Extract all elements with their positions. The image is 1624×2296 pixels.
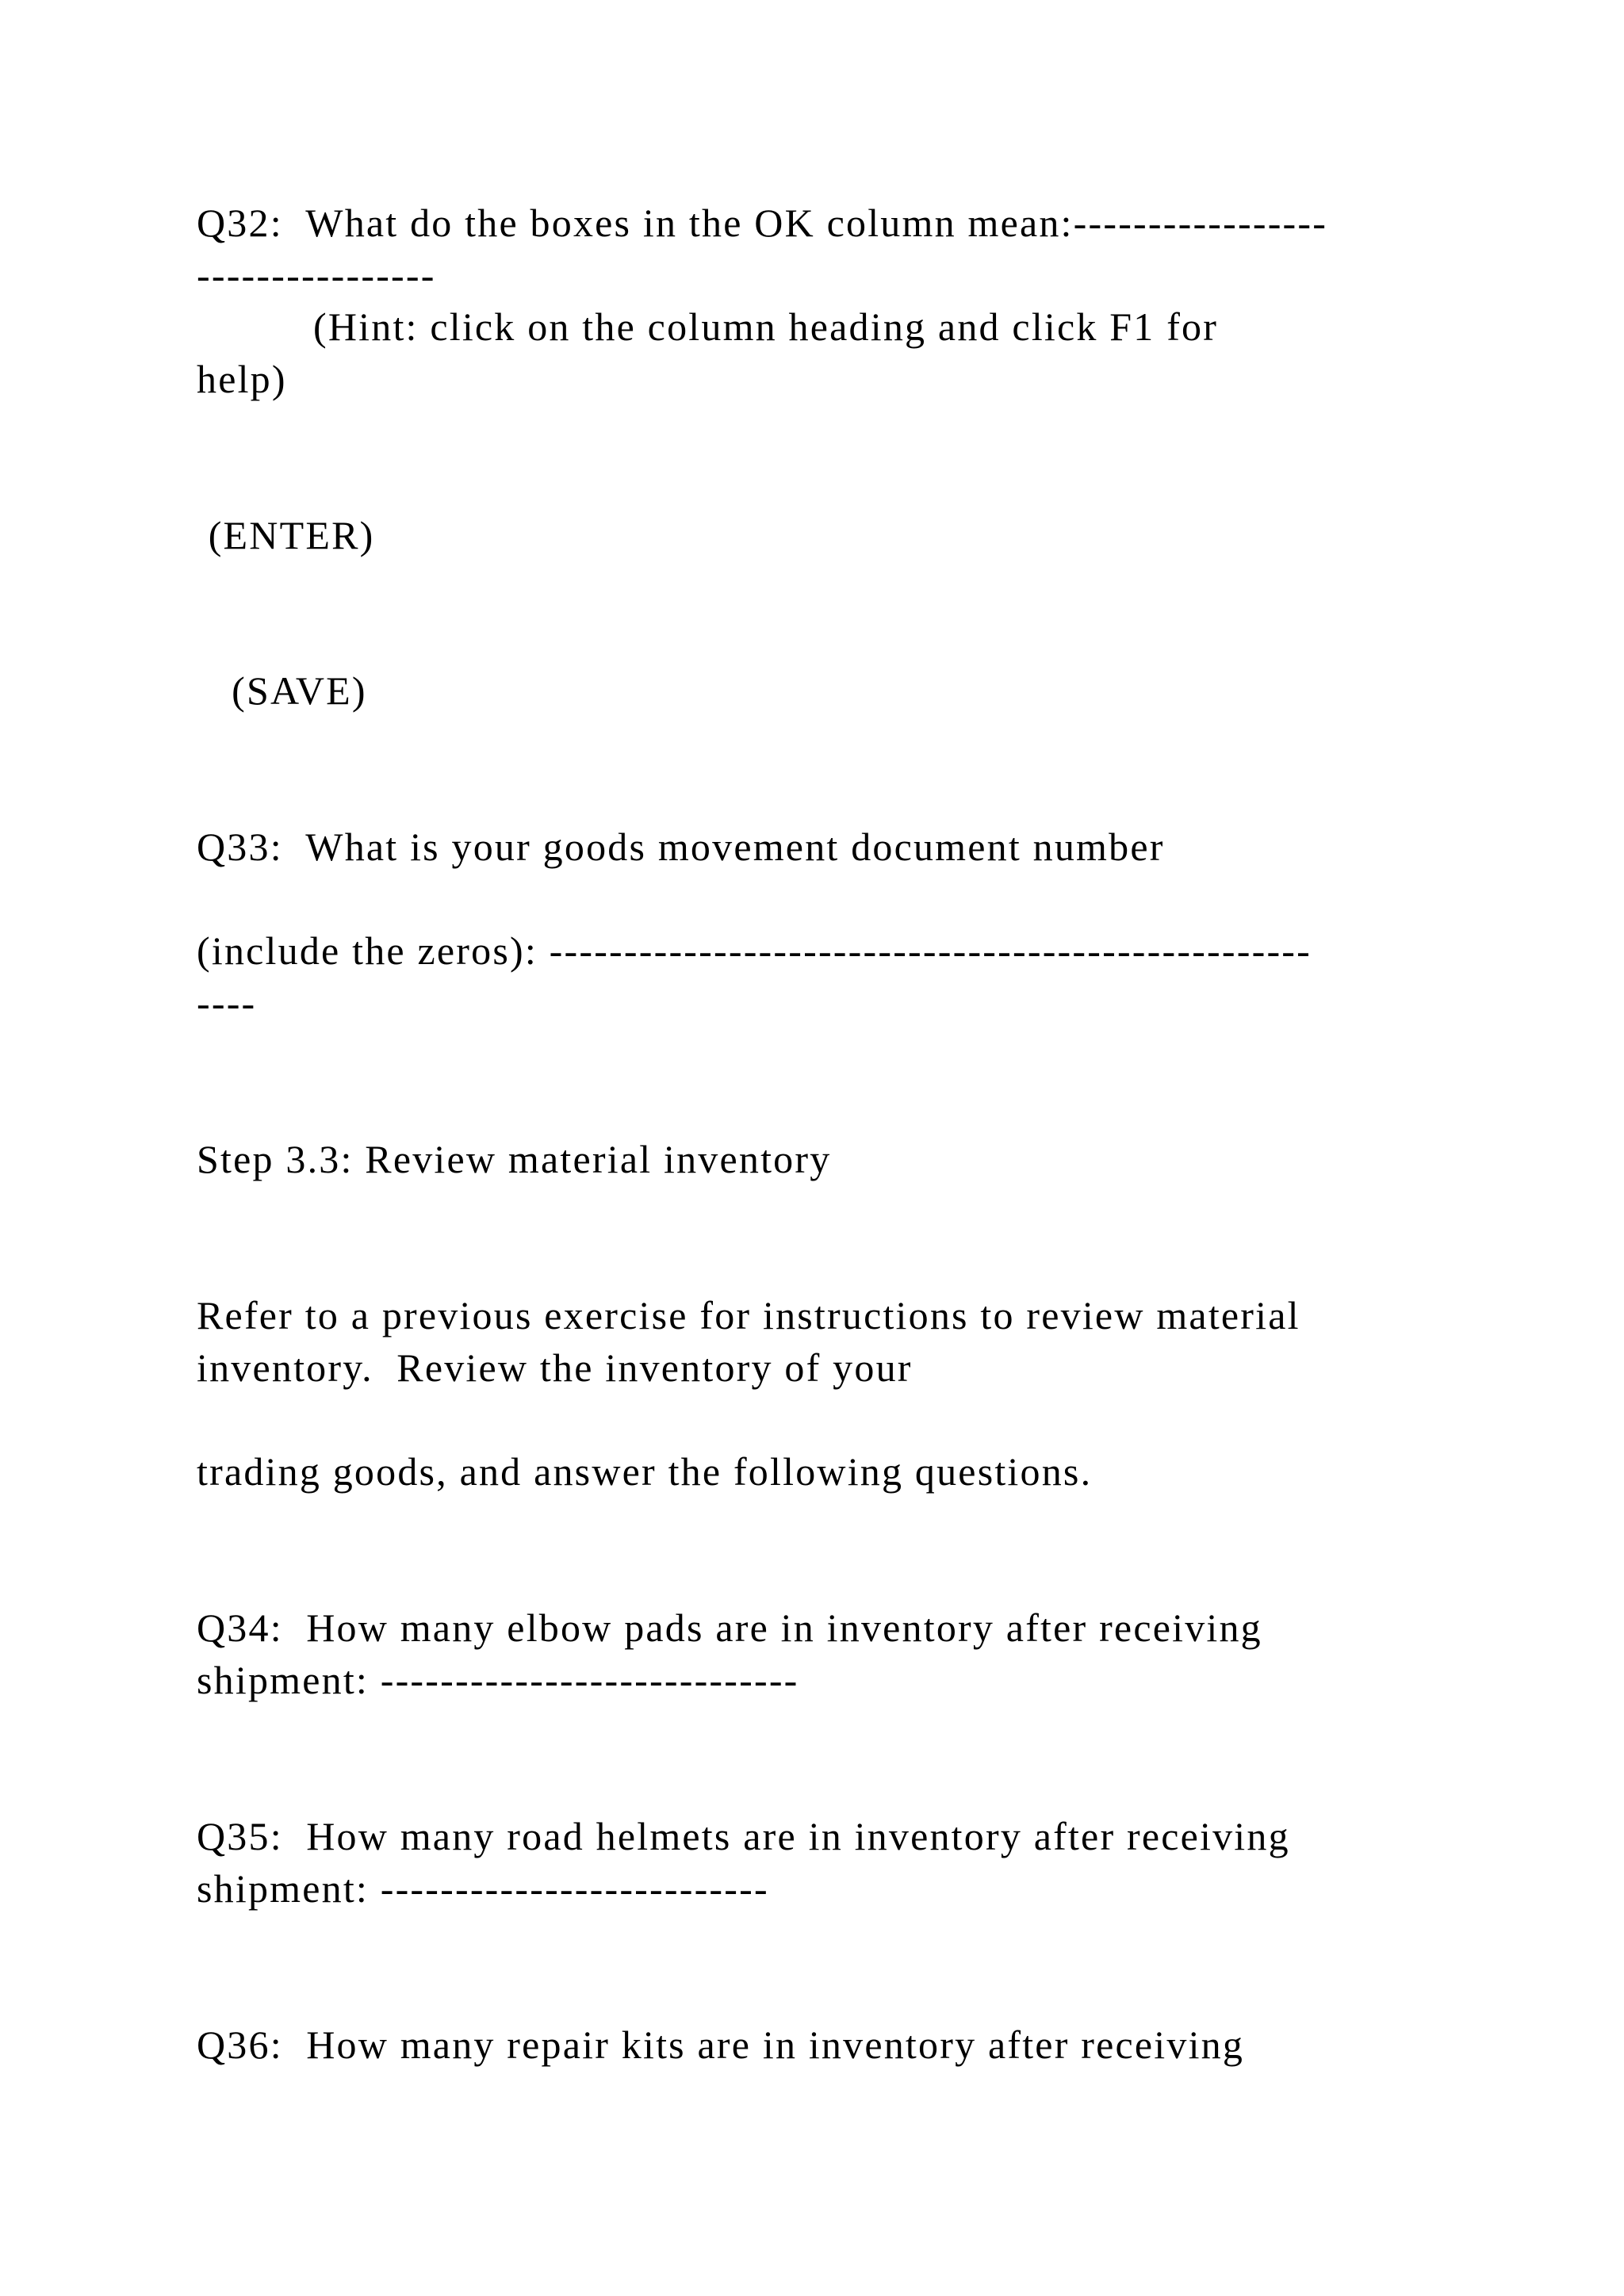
- q36-question-line-1: Q36: How many repair kits are in inventory after receiving: [197, 2022, 1245, 2067]
- save-instruction: (SAVE): [197, 668, 367, 713]
- q34-question-line-1: Q34: How many elbow pads are in inventory after receiving: [197, 1605, 1262, 1650]
- q32-hint-line-1: (Hint: click on the column heading and click F1 for: [197, 304, 1219, 349]
- q35-question-line-1: Q35: How many road helmets are in inventory after receiving: [197, 1814, 1290, 1858]
- q35-question-line-2: shipment: --------------------------: [197, 1866, 769, 1911]
- instructions-line-3: trading goods, and answer the following questions.: [197, 1449, 1093, 1494]
- q32-question-line-1: Q32: What do the boxes in the OK column mean:-----------------: [197, 201, 1328, 245]
- q34-question-line-2: shipment: ----------------------------: [197, 1658, 799, 1702]
- q33-question-line-1: Q33: What is your goods movement document number: [197, 825, 1165, 869]
- q33-question-line-2: (include the zeros): ---------------------------------------------------: [197, 928, 1312, 973]
- enter-instruction: (ENTER): [197, 513, 375, 557]
- instructions-line-2: inventory. Review the inventory of your: [197, 1345, 913, 1390]
- instructions-line-1: Refer to a previous exercise for instructions to review material: [197, 1293, 1300, 1337]
- step-heading: Step 3.3: Review material inventory: [197, 1137, 832, 1181]
- q32-hint-line-2: help): [197, 357, 287, 401]
- q32-question-line-2: ----------------: [197, 253, 436, 297]
- q33-question-line-3: ----: [197, 981, 257, 1025]
